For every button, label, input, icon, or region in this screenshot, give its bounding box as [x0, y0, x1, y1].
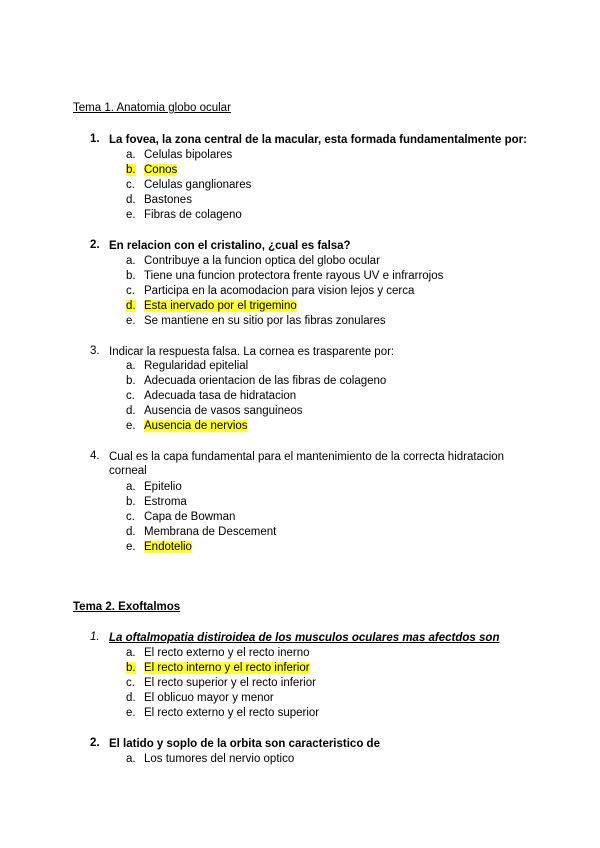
option-letter: b.	[126, 496, 136, 508]
question-text: En relacion con el cristalino, ¿cual es falsa?	[109, 240, 351, 252]
question-text-line-2: corneal	[109, 465, 147, 477]
option-text: Celulas ganglionares	[144, 179, 252, 191]
question-number: 2.	[90, 239, 100, 251]
option-text: Fibras de colageno	[144, 209, 242, 221]
option-letter: e.	[126, 420, 136, 432]
question-text-line-1: Cual es la capa fundamental para el mantenimiento de la correcta hidratacion	[109, 451, 505, 463]
option-letter: a.	[126, 255, 136, 267]
option-text: Tiene una funcion protectora frente rayous UV e infrarrojos	[144, 270, 444, 282]
option-text: Membrana de Descement	[144, 526, 277, 538]
option-text: Se mantiene en su sitio por las fibras zonulares	[144, 315, 386, 327]
option-text: El oblicuo mayor y menor	[144, 692, 274, 704]
option-letter: a.	[126, 647, 136, 659]
option-text: El recto externo y el recto inerno	[144, 647, 310, 659]
question-text: El latido y soplo de la orbita son caracteristico de	[109, 738, 380, 750]
option-letter-correct: b.	[126, 662, 136, 674]
question-number: 3.	[90, 345, 100, 357]
option-letter: c.	[126, 511, 135, 523]
option-letter: a.	[126, 149, 136, 161]
option-text-correct: El recto interno y el recto inferior	[144, 662, 310, 674]
option-letter-correct: d.	[126, 300, 136, 312]
option-text: Regularidad epitelial	[144, 360, 249, 372]
option-letter: c.	[126, 677, 135, 689]
option-letter: e.	[126, 315, 136, 327]
question-number: 2.	[90, 737, 100, 749]
question-number: 4.	[90, 450, 100, 462]
option-letter-correct: b.	[126, 164, 136, 176]
question-text: La fovea, la zona central de la macular, esta formada fundamentalmente por:	[109, 134, 527, 146]
question-text: Indicar la respuesta falsa. La cornea es trasparente por:	[109, 346, 395, 358]
option-letter: e.	[126, 209, 136, 221]
question-number: 1.	[90, 631, 100, 643]
option-letter: c.	[126, 179, 135, 191]
option-letter: e.	[126, 541, 136, 553]
option-letter: b.	[126, 270, 136, 282]
question-number: 1.	[90, 133, 100, 145]
option-text: Adecuada orientacion de las fibras de colageno	[144, 375, 387, 387]
option-text: Los tumores del nervio optico	[144, 753, 295, 765]
option-text: Estroma	[144, 496, 187, 508]
option-text: Ausencia de vasos sanguineos	[144, 405, 303, 417]
section-title-tema-2: Tema 2. Exoftalmos	[73, 601, 181, 613]
option-text: Adecuada tasa de hidratacion	[144, 390, 297, 402]
option-letter: c.	[126, 390, 135, 402]
option-text: El recto superior y el recto inferior	[144, 677, 316, 689]
option-text: Capa de Bowman	[144, 511, 236, 523]
question-text: La oftalmopatia distiroidea de los musculos oculares mas afectdos son	[109, 632, 500, 644]
option-text: Celulas bipolares	[144, 149, 233, 161]
option-text-correct: Ausencia de nervios	[144, 420, 248, 432]
option-letter: e.	[126, 707, 136, 719]
option-text: Bastones	[144, 194, 192, 206]
option-letter: d.	[126, 526, 136, 538]
section-title-tema-1: Tema 1. Anatomia globo ocular	[73, 102, 231, 114]
option-letter: b.	[126, 375, 136, 387]
option-letter: d.	[126, 692, 136, 704]
option-text: Epitelio	[144, 481, 182, 493]
option-letter: c.	[126, 285, 135, 297]
option-text-correct: Esta inervado por el trigemino	[144, 300, 297, 312]
option-text: Participa en la acomodacion para vision lejos y cerca	[144, 285, 415, 297]
option-text-correct: Conos	[144, 164, 178, 176]
option-letter: d.	[126, 194, 136, 206]
option-letter: a.	[126, 481, 136, 493]
option-text: Contribuye a la funcion optica del globo ocular	[144, 255, 380, 267]
option-text: El recto externo y el recto superior	[144, 707, 320, 719]
option-letter: a.	[126, 753, 136, 765]
option-text-correct: Endotelio	[144, 541, 192, 553]
option-letter: d.	[126, 405, 136, 417]
option-letter: a.	[126, 360, 136, 372]
